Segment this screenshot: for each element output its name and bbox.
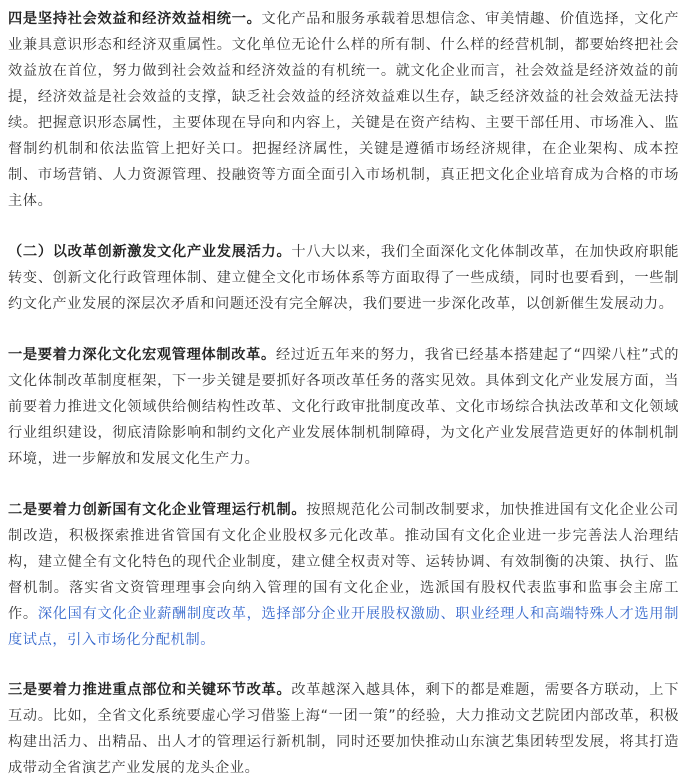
paragraph-heading: 一是要着力深化文化宏观管理体制改革。 <box>8 347 276 363</box>
paragraph-spacer <box>8 472 679 497</box>
paragraph-spacer <box>8 653 679 677</box>
paragraph-social-economic-benefits <box>8 6 679 214</box>
paragraph-macro-management-reform <box>8 342 679 472</box>
paragraph-text: 十八大以来，我们全面深化文化体制改革，在加快政府职能转变、创新文化行政管理体制、建立健全文化市场体系等方面取得了一些成绩，同时也要看到，一些制约文化产业发展的深层次矛盾和问题还没有完全解决，我们要进一步深化改革，以创新催生发展动力。 <box>8 244 679 312</box>
paragraph-spacer <box>8 214 679 239</box>
paragraph-state-enterprise-mechanism <box>8 497 679 653</box>
section-heading: （二）以改革创新激发文化产业发展活力。 <box>8 244 292 260</box>
highlighted-text: 深化国有文化企业薪酬制度改革，选择部分企业开展股权激励、职业经理人和高端特殊人才选用制度试点，引入市场化分配机制。 <box>8 606 679 648</box>
paragraph-text: 文化产品和服务承载着思想信念、审美情趣、价值选择，文化产业兼具意识形态和经济双重属性。文化单位无论什么样的所有制、什么样的经营机制，都要始终把社会效益放在首位，努力做到社会效益和经济效益的有机统一。就文化企业而言，社会效益是经济效益的前提，经济效益是社会效益的支撑，缺乏社会效益的经济效益难以生存，缺乏经济效益的社会效益无法持续。把握意识形态属性，主要体现在导向和内容上，关键是在资产结构、主要干部任用、市场准入、监督制约机制和依法监管上把好关口。把握经济属性，关键是遵循市场经济规律，在企业架构、成本控制、市场营销、人力资源管理、投融资等方面全面引入市场机制，真正把文化企业培育成为合格的市场主体。 <box>8 11 680 209</box>
paragraph-text: 按照规范化公司制改制要求，加快推进国有文化企业公司制改造，积极探索推进省管国有文化企业股权多元化改革。推动国有文化企业进一步完善法人治理结构，建立健全有文化特色的现代企业制度，建立健全权责对等、运转协调、有效制衡的决策、执行、监督机制。落实省文资管理理事会向纳入管理的国有文化企业，选派国有股权代表监事和监事会主席工作。 <box>8 502 679 622</box>
paragraph-text: 改革越深入越具体，剩下的都是难题，需要各方联动，上下互动。比如，全省文化系统要虚心学习借鉴上海“一团一策”的经验，大力推动文艺院团内部改革，积极构建出活力、出精品、出人才的管理运行新机制，同时还要加快推动山东演艺集团转型发展，将其打造成带动全省演艺产业发展的龙头企业。 <box>8 682 679 776</box>
paragraph-heading: 四是坚持社会效益和经济效益相统一。 <box>8 11 262 27</box>
paragraph-heading: 三是要着力推进重点部位和关键环节改革。 <box>8 682 292 698</box>
paragraph-heading: 二是要着力创新国有文化企业管理运行机制。 <box>8 502 307 518</box>
paragraph-text: 经过近五年来的努力，我省已经基本搭建起了“四梁八柱”式的文化体制改革制度框架，下一步关键是要抓好各项改革任务的落实见效。具体到文化产业发展方面，当前要着力推进文化领域供给侧结构性改革、文化行政审批制度改革、文化市场综合执法改革和文化领域行业组织建设，彻底清除影响和制约文化产业发展体制机制障碍，为文化产业发展营造更好的体制机制环境，进一步解放和发展文化生产力。 <box>8 347 679 467</box>
paragraph-key-areas-reform <box>8 677 679 781</box>
paragraph-reform-innovation <box>8 239 679 317</box>
paragraph-spacer <box>8 317 679 342</box>
